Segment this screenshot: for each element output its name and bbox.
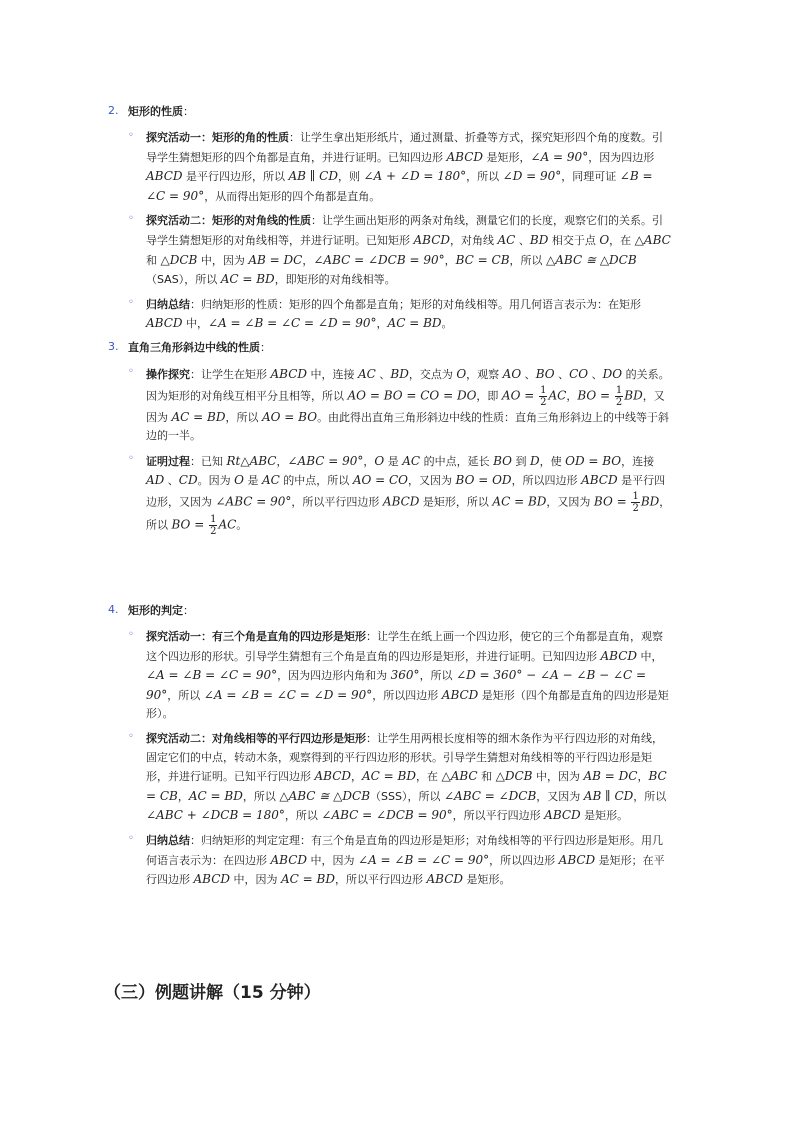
body-text: ，: [177, 789, 189, 803]
body-text: 相交于点: [548, 233, 600, 247]
body-text: ，: [376, 317, 388, 331]
section-title: [128, 603, 668, 619]
sub-item: [128, 296, 671, 334]
math-expression: AC = BD: [220, 272, 275, 287]
math-expression: DO: [602, 366, 623, 381]
body-text: ，所以: [509, 253, 547, 267]
body-text: ，交点为: [408, 367, 457, 381]
body-text: ，: [363, 454, 375, 468]
math-expression: △DCB: [495, 769, 533, 784]
fraction-numerator: 1: [632, 490, 639, 502]
section-number: 4.: [108, 603, 119, 616]
math-expression: ABCD: [146, 169, 183, 184]
body-text: 到: [511, 454, 530, 468]
body-text: 是平行四边形，又因为: [146, 474, 666, 509]
body-text: ：已知: [190, 454, 227, 468]
sub-item-text: [146, 832, 671, 890]
math-expression: ABCD: [270, 852, 308, 867]
body-text: 是矩形（四个角都是直角的四边形是矩形）。: [146, 688, 669, 721]
body-text: ，: [351, 770, 363, 784]
body-text: 中，: [637, 649, 663, 663]
fraction: [631, 491, 639, 514]
sub-item: [128, 129, 671, 206]
math-expression: ABCD: [426, 872, 464, 887]
fraction: [209, 514, 217, 537]
body-text: 中，因为: [307, 853, 359, 867]
body-text: ，因为四边形内角和为: [277, 669, 391, 683]
body-text: 中，因为: [532, 770, 584, 784]
math-expression: O: [374, 453, 385, 468]
sub-item: [128, 365, 671, 446]
body-text: ，对角线: [450, 233, 498, 247]
body-text: 是矩形。: [580, 809, 629, 823]
section-title: [128, 104, 668, 120]
math-expression: ∠D = 360° − ∠A − ∠B − ∠C = 90°: [146, 668, 647, 702]
math-expression: ∠A + ∠D = 180°: [363, 169, 467, 184]
body-text: （SAS），所以: [146, 273, 221, 287]
body-text: ，所以: [633, 789, 667, 803]
math-expression: AD: [146, 473, 165, 488]
body-text: ，在: [416, 770, 442, 784]
math-expression: CD: [178, 473, 198, 488]
fraction-numerator: 1: [540, 384, 547, 396]
math-expression: △ABC: [441, 769, 478, 784]
math-expression: AC = BD: [387, 316, 442, 331]
math-expression: ABCD: [600, 648, 638, 663]
sub-item-label: 操作探究: [146, 367, 190, 381]
math-expression: ABCD: [314, 769, 352, 784]
body-text: 是矩形，: [483, 150, 531, 164]
body-text: ，连接: [621, 454, 655, 468]
body-text: ，所以: [146, 495, 671, 532]
body-text: 和: [477, 770, 496, 784]
math-expression: BD: [529, 232, 549, 247]
math-expression: ABCD: [446, 149, 484, 164]
math-expression: 360°: [390, 668, 420, 683]
body-text: 的中点，延长: [420, 454, 494, 468]
bullet-icon: ◦: [128, 452, 134, 464]
sub-item-text: [146, 212, 671, 289]
math-expression: ∠ABC = 90°: [215, 494, 292, 509]
math-expression: AO = BO = CO = DO: [347, 388, 477, 403]
body-text: ，所以: [284, 809, 322, 823]
fraction-numerator: 1: [615, 384, 623, 396]
sub-item: [128, 832, 671, 890]
section-title-colon: ：: [183, 604, 194, 617]
body-text: 是矩形。: [463, 873, 511, 887]
math-expression: ABCD: [581, 473, 618, 488]
fraction-denominator: 2: [632, 502, 639, 514]
section-number: 2.: [108, 104, 119, 117]
section-title-colon: ：: [260, 340, 271, 354]
math-expression: ABCD: [441, 687, 479, 702]
section-rect-properties: [0, 104, 671, 334]
body-text: 和: [146, 253, 161, 267]
body-text: 中，: [182, 317, 209, 331]
section-list-b: [0, 603, 794, 896]
math-expression: AC = BD: [362, 769, 416, 784]
math-expression: AC = BD: [188, 788, 243, 803]
body-text: ，又因为: [408, 474, 456, 488]
body-text: ，所以四边形: [489, 853, 559, 867]
sub-item-label: 探究活动一：有三个角是直角的四边形是矩形: [146, 630, 366, 643]
math-expression: BD: [640, 494, 660, 509]
sub-item-label: 探究活动二：对角线相等的平行四边形是矩形: [146, 731, 366, 745]
math-expression: ∠D = 90°: [502, 169, 562, 184]
body-text: 的中点，所以: [279, 474, 353, 488]
body-text: ：归纳矩形的判定定理：有三个角是直角的四边形是矩形；对角线相等的平行四边形是矩形。用几何语言表示为：在四边形: [146, 833, 663, 867]
body-text: ，: [302, 253, 314, 267]
section-list-a: [0, 104, 794, 543]
sub-item-text: [146, 628, 671, 724]
math-expression: D: [529, 453, 540, 468]
body-text: 。: [236, 518, 248, 532]
body-text: ，所以平行四边形: [452, 809, 545, 823]
body-text: ，: [276, 454, 288, 468]
math-expression: AC: [358, 366, 376, 381]
fraction-denominator: 2: [210, 525, 217, 537]
body-text: ：让学生用两根长度相等的细木条作为平行四边形的对角线，固定它们的中点，转动木条，观察得到的平行四边形的形状。引导学生猜想对角线相等的平行四边形是矩形，并进行证明。已知平行四边形: [146, 731, 663, 784]
math-expression: ∠A = ∠B = ∠C = 90°: [358, 852, 490, 867]
math-expression: BC = CB: [455, 252, 510, 267]
sub-item: [128, 730, 671, 826]
body-text: ，所以: [225, 410, 262, 424]
body-text: 、: [521, 367, 536, 381]
math-expression: ABCD: [193, 872, 231, 887]
body-text: ，则: [337, 170, 364, 184]
math-expression: BO =: [577, 388, 614, 403]
body-text: ，所以平行四边形: [291, 495, 383, 509]
sub-item-label: 归纳总结: [146, 833, 190, 847]
section-right-triangle-median: [0, 339, 671, 537]
math-expression: AB = DC: [583, 769, 638, 784]
sub-item-text: [146, 452, 671, 537]
math-expression: BO: [493, 453, 512, 468]
math-expression: O: [599, 232, 610, 247]
math-expression: CO: [569, 366, 589, 381]
math-expression: ABCD: [382, 494, 420, 509]
body-text: 。由此得出直角三角形斜边中线的性质：直角三角形斜边上的中线等于斜边的一半。: [146, 410, 670, 443]
math-expression: ∠ABC = ∠DCB = 90°: [321, 808, 453, 823]
math-expression: ABCD: [544, 808, 581, 823]
section-title-text: 矩形的判定: [128, 604, 183, 617]
sub-item-text: [146, 365, 671, 446]
bullet-icon: ◦: [128, 130, 134, 141]
body-text: 。: [441, 317, 453, 331]
body-text: 是: [384, 454, 403, 468]
body-text: ，观察: [466, 367, 503, 381]
body-text: 中，因为: [197, 253, 249, 267]
body-text: ，又因为: [536, 789, 584, 803]
body-text: ，: [566, 389, 578, 403]
math-expression: AC = BD: [281, 872, 335, 887]
body-text: 、: [588, 367, 603, 381]
body-text: ，所以四边形: [511, 474, 582, 488]
section-title: [128, 340, 668, 356]
sub-item-list: [128, 628, 668, 890]
section-title-text: 矩形的性质: [128, 105, 183, 118]
math-expression: BO = OD: [455, 473, 512, 488]
math-expression: ABCD: [558, 852, 596, 867]
fraction-denominator: 2: [540, 396, 547, 408]
body-text: ：归纳矩形的性质：矩形的四个角都是直角；矩形的对角线相等。用几何语言表示为：在矩形: [190, 297, 641, 311]
math-expression: BO =: [171, 517, 209, 532]
math-expression: O: [234, 473, 244, 488]
body-text: ，所以平行四边形: [335, 873, 427, 887]
math-expression: BD: [390, 366, 409, 381]
section-rect-criteria: [0, 603, 668, 890]
body-text: ，在: [609, 233, 635, 247]
body-text: ，同理可证: [561, 170, 620, 184]
fraction: [539, 385, 547, 408]
body-text: 、: [375, 367, 391, 381]
sub-item-label: 归纳总结: [146, 297, 190, 311]
math-expression: AC: [218, 517, 237, 532]
sub-item-label: 证明过程: [146, 454, 190, 468]
math-expression: BO: [535, 366, 555, 381]
math-expression: AC: [402, 453, 421, 468]
math-expression: ABCD: [146, 316, 183, 331]
body-text: 是: [243, 474, 262, 488]
body-text: ，所以: [419, 669, 457, 683]
body-text: 是矩形，所以: [419, 495, 493, 509]
body-text: 中，因为: [230, 873, 282, 887]
body-text: 、: [164, 474, 179, 488]
bullet-icon: ◦: [128, 296, 134, 308]
body-text: ，即矩形的对角线相等。: [274, 273, 396, 287]
body-text: ，从而得出矩形的四个角都是直角。: [204, 189, 381, 203]
sub-item-label: 探究活动一：矩形的角的性质: [146, 131, 289, 144]
sub-item-list: [128, 365, 671, 537]
math-expression: △ABC: [634, 232, 671, 247]
math-expression: O: [456, 366, 467, 381]
sub-item: [128, 452, 671, 537]
math-expression: AO =: [501, 388, 539, 403]
body-text: 是平行四边形，所以: [182, 170, 289, 184]
fraction-numerator: 1: [210, 513, 217, 525]
body-text: ，因为四边形: [588, 150, 655, 164]
body-text: ，又因为: [146, 389, 665, 424]
body-text: ，所以: [167, 688, 204, 702]
bullet-icon: ◦: [128, 832, 134, 844]
math-expression: AO: [502, 366, 522, 381]
math-expression: AO = BO: [261, 409, 318, 424]
math-expression: BD: [624, 388, 643, 403]
bullet-icon: ◦: [128, 365, 134, 377]
math-expression: AC = BD: [171, 409, 226, 424]
sub-item-text: [146, 296, 671, 334]
body-text: ：让学生在纸上画一个四边形，使它的三个角都是直角，观察这个四边形的形状。引导学生猜想有三个角是直角的四边形是矩形，并进行证明。已知四边形: [146, 630, 663, 663]
section-number: 3.: [108, 339, 119, 353]
body-text: ，: [444, 253, 456, 267]
math-expression: OD = BO: [565, 453, 622, 468]
body-text: ，: [637, 770, 649, 784]
math-expression: ∠ABC = ∠DCB: [443, 788, 537, 803]
math-expression: AC: [497, 232, 516, 247]
body-text: ，所以: [242, 789, 280, 803]
fraction-denominator: 2: [615, 396, 623, 408]
math-expression: △ABC ≅ △DCB: [279, 788, 371, 803]
math-expression: AC: [548, 388, 567, 403]
bullet-icon: ◦: [128, 629, 134, 640]
math-expression: △DCB: [160, 252, 198, 267]
body-text: 是矩形；在平行四边形: [146, 853, 665, 887]
math-expression: ∠A = ∠B = ∠C = 90°: [146, 668, 278, 683]
sub-item-label: 探究活动二：矩形的对角线的性质: [146, 214, 311, 228]
math-expression: ABCD: [270, 366, 308, 381]
sub-item-list: [128, 129, 671, 334]
body-text: ，所以四边形: [372, 688, 442, 702]
body-text: ，又因为: [546, 495, 594, 509]
body-text: 、: [515, 233, 530, 247]
sub-item-text: [146, 730, 671, 826]
math-expression: BC = CB: [146, 769, 667, 803]
math-expression: AO = CO: [352, 473, 409, 488]
math-expression: Rt△ABC: [226, 453, 277, 468]
body-text: ，使: [539, 454, 566, 468]
body-text: ，即: [476, 389, 502, 403]
math-expression: △ABC ≅ △DCB: [546, 252, 637, 267]
math-expression: ∠ABC = 90°: [287, 453, 364, 468]
math-expression: AB ∥ CD: [583, 788, 634, 803]
body-text: ：让学生在矩形: [190, 367, 271, 381]
body-text: ，所以: [466, 170, 503, 184]
body-text: ：让学生拿出矩形纸片，通过测量、折叠等方式，探究矩形四个角的度数。引导学生猜想矩形的四个角都是直角，并进行证明。已知四边形: [146, 131, 663, 164]
math-expression: ∠A = ∠B = ∠C = ∠D = 90°: [208, 316, 377, 331]
math-expression: AC = BD: [492, 494, 547, 509]
body-text: （SSS），所以: [370, 789, 444, 803]
sub-item: [128, 628, 671, 724]
math-expression: AC: [261, 473, 280, 488]
bullet-icon: ◦: [128, 730, 134, 742]
math-expression: ∠ABC = ∠DCB = 90°: [313, 252, 445, 267]
body-text: 、: [554, 367, 570, 381]
body-text: ：让学生画出矩形的两条对角线，测量它们的长度，观察它们的关系。引导学生猜想矩形的对角线相等，并进行证明。已知矩形: [146, 214, 663, 247]
fraction: [615, 385, 623, 408]
math-expression: ∠ABC + ∠DCB = 180°: [146, 808, 285, 823]
math-expression: AB ∥ CD: [288, 169, 338, 184]
math-expression: AB = DC: [248, 252, 303, 267]
heading-example-explanation: （三）例题讲解（15 分钟）: [104, 983, 321, 1003]
sub-item: [128, 212, 671, 289]
math-expression: ABCD: [413, 232, 451, 247]
body-text: 中，连接: [307, 367, 359, 381]
bullet-icon: ◦: [128, 213, 134, 225]
math-expression: BO =: [593, 494, 631, 509]
math-expression: ∠A = ∠B = ∠C = ∠D = 90°: [203, 687, 373, 702]
section-title-text: 直角三角形斜边中线的性质: [128, 340, 260, 354]
math-expression: ∠A = 90°: [530, 149, 589, 164]
body-text: 的关系。因为矩形的对角线互相平分且相等，所以: [146, 367, 670, 403]
sub-item-text: [146, 129, 671, 206]
math-expression: ∠B = ∠C = 90°: [146, 169, 653, 203]
body-text: 。因为: [197, 474, 235, 488]
section-title-colon: ：: [183, 105, 194, 118]
